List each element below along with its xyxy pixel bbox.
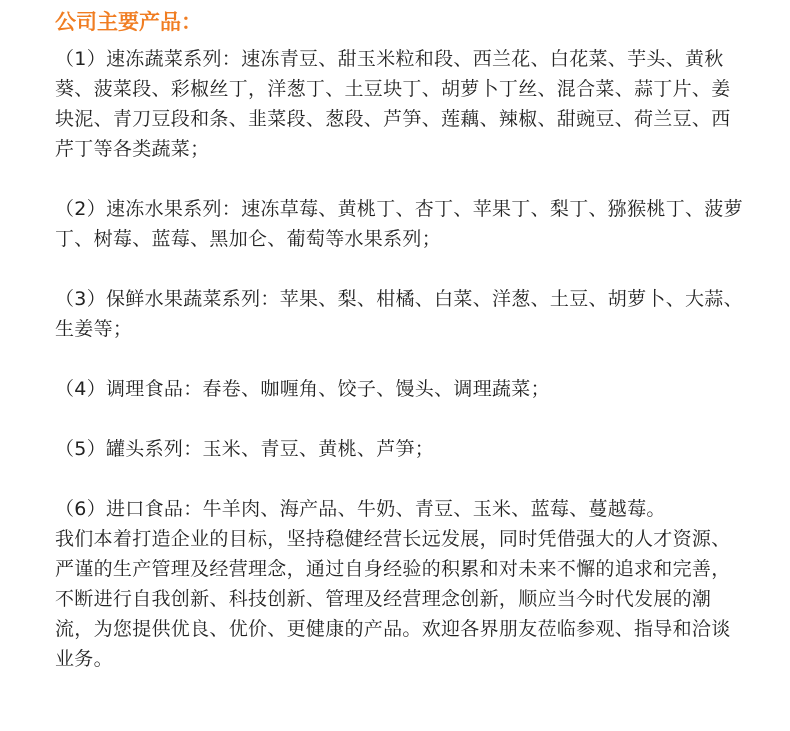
paragraph-spacer (55, 404, 745, 434)
paragraph-spacer (55, 164, 745, 194)
paragraph-spacer (55, 464, 745, 494)
product-category-frozen-vegetables: （1）速冻蔬菜系列：速冻青豆、甜玉米粒和段、西兰花、白花菜、芋头、黄秋葵、菠菜段、彩椒丝丁，洋葱丁、土豆块丁、胡萝卜丁丝、混合菜、蒜丁片、姜块泥、青刀豆段和条、韭菜段、葱段、芦笋、莲藕、辣椒、甜豌豆、荷兰豆、西芹丁等各类蔬菜； (55, 48, 731, 160)
product-category-imported-foods: （6）进口食品：牛羊肉、海产品、牛奶、青豆、玉米、蓝莓、蔓越莓。 (55, 498, 666, 520)
product-category-canned-goods: （5）罐头系列：玉米、青豆、黄桃、芦笋； (55, 438, 435, 460)
paragraph-spacer (55, 254, 745, 284)
page-title: 公司主要产品： (55, 10, 202, 34)
product-category-frozen-fruits: （2）速冻水果系列：速冻草莓、黄桃丁、杏丁、苹果丁、梨丁、猕猴桃丁、菠萝丁、树莓、蓝莓、黑加仑、葡萄等水果系列； (55, 198, 743, 250)
company-statement: 我们本着打造企业的目标，坚持稳健经营长远发展，同时凭借强大的人才资源、严谨的生产管理及经营理念，通过自身经验的积累和对未来不懈的追求和完善，不断进行自我创新、科技创新、管理及经营理念创新，顺应当今时代发展的潮流，为您提供优良、优价、更健康的产品。欢迎各界朋友莅临参观、指导和洽谈业务。 (55, 528, 731, 670)
product-category-prepared-foods: （4）调理食品：春卷、咖喱角、饺子、馒头、调理蔬菜； (55, 378, 550, 400)
product-description (55, 44, 745, 674)
paragraph-spacer (55, 344, 745, 374)
product-category-fresh-produce: （3）保鲜水果蔬菜系列：苹果、梨、柑橘、白菜、洋葱、土豆、胡萝卜、大蒜、生姜等； (55, 288, 743, 340)
